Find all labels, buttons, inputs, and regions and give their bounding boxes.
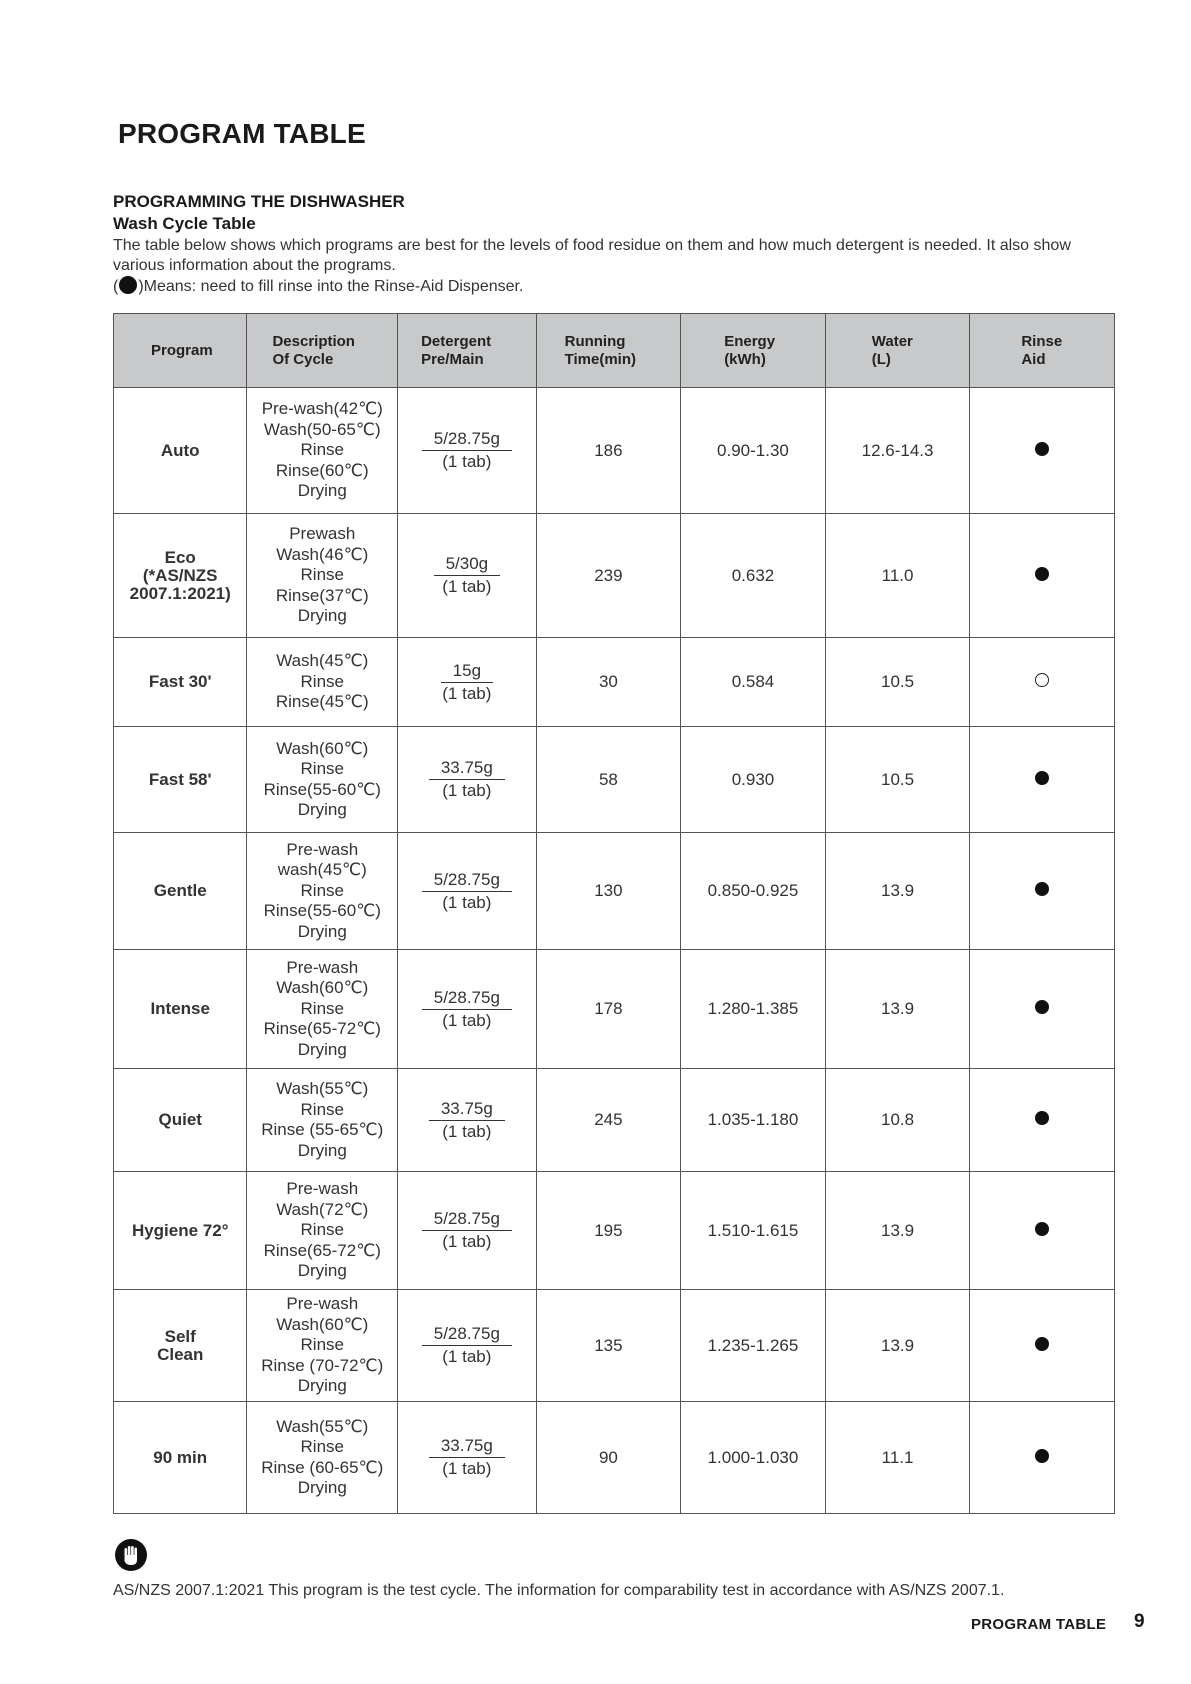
cycle-step: Rinse(60℃) <box>275 460 369 480</box>
program-name: Eco (*AS/NZS 2007.1:2021) <box>114 514 247 638</box>
water-value: 10.5 <box>825 638 970 727</box>
water-value: 13.9 <box>825 833 970 950</box>
cycle-step: Rinse(55-60℃) <box>263 779 381 799</box>
running-time: 239 <box>536 514 681 638</box>
cycle-step: Rinse (70-72℃) <box>261 1355 384 1375</box>
water-value: 10.8 <box>825 1069 970 1172</box>
energy-value: 0.632 <box>681 514 826 638</box>
filled-circle-icon <box>119 276 137 294</box>
header-program: Program <box>114 314 247 388</box>
cycle-step: Rinse(65-72℃) <box>263 1019 381 1039</box>
detergent-cell <box>398 1402 537 1514</box>
cycle-step: Wash(72℃) <box>276 1199 369 1219</box>
running-time: 130 <box>536 833 681 950</box>
cycle-description <box>247 833 398 950</box>
rinse-aid-cell <box>970 1290 1115 1402</box>
intro-paragraph: The table below shows which programs are best for the levels of food residue on them and how much detergent is needed. It also show various information about the programs. <box>113 237 1071 274</box>
cycle-step: Pre-wash <box>286 1179 359 1199</box>
detergent-cell <box>398 833 537 950</box>
filled-circle-icon <box>1035 442 1049 456</box>
detergent-cell <box>398 1172 537 1290</box>
energy-value: 0.90-1.30 <box>681 388 826 514</box>
cycle-description <box>247 514 398 638</box>
detergent-amount: 5/30g <box>434 554 501 576</box>
detergent-cell <box>398 1069 537 1172</box>
cycle-description <box>247 1172 398 1290</box>
cycle-step: Rinse <box>300 440 344 460</box>
cycle-step: Rinse <box>300 998 344 1018</box>
page-title: PROGRAM TABLE <box>118 118 366 149</box>
cycle-step: Wash(55℃) <box>276 1416 369 1436</box>
energy-value: 0.930 <box>681 727 826 833</box>
detergent-tab: (1 tab) <box>442 1347 492 1366</box>
cycle-step: Rinse <box>300 671 344 691</box>
energy-value: 1.235-1.265 <box>681 1290 826 1402</box>
cycle-step: Rinse(65-72℃) <box>263 1240 381 1260</box>
water-value: 13.9 <box>825 950 970 1069</box>
program-name: Quiet <box>114 1069 247 1172</box>
cycle-step: Wash(50-65℃) <box>263 419 381 439</box>
program-name: Intense <box>114 950 247 1069</box>
running-time: 135 <box>536 1290 681 1402</box>
table-row <box>114 950 1115 1069</box>
cycle-step: Pre-wash <box>286 1294 359 1314</box>
detergent-amount: 5/28.75g <box>422 429 512 451</box>
filled-circle-icon <box>1035 1000 1049 1014</box>
cycle-step: Pre-wash(42℃) <box>261 399 383 419</box>
cycle-step: Wash(60℃) <box>276 1314 369 1334</box>
cycle-step: Wash(60℃) <box>276 978 369 998</box>
filled-circle-icon <box>1035 1222 1049 1236</box>
filled-circle-icon <box>1035 771 1049 785</box>
footer-label: PROGRAM TABLE <box>971 1616 1107 1633</box>
water-value: 11.0 <box>825 514 970 638</box>
detergent-tab: (1 tab) <box>442 1121 492 1141</box>
detergent-cell <box>398 950 537 1069</box>
detergent-amount: 33.75g <box>429 758 505 780</box>
cycle-step: wash(45℃) <box>277 860 367 880</box>
cycle-step: Rinse(55-60℃) <box>263 901 381 921</box>
running-time: 245 <box>536 1069 681 1172</box>
sub-heading: Wash Cycle Table <box>113 214 256 233</box>
energy-value: 0.584 <box>681 638 826 727</box>
cycle-step: Rinse <box>300 759 344 778</box>
detergent-cell <box>398 388 537 514</box>
filled-circle-icon <box>1035 882 1049 896</box>
legend-text: )Means: need to fill rinse into the Rinse-Aid Dispenser. <box>138 278 524 295</box>
energy-value: 0.850-0.925 <box>681 833 826 950</box>
water-value: 10.5 <box>825 727 970 833</box>
cycle-step: Drying <box>297 1376 347 1396</box>
detergent-amount: 5/28.75g <box>422 988 512 1010</box>
rinse-aid-cell <box>970 1069 1115 1172</box>
detergent-tab: (1 tab) <box>442 1232 492 1251</box>
cycle-step: Prewash <box>289 524 356 544</box>
cycle-step: Pre-wash <box>286 839 359 859</box>
water-value: 13.9 <box>825 1172 970 1290</box>
detergent-cell <box>398 1290 537 1402</box>
cycle-step: Wash(45℃) <box>276 651 369 671</box>
energy-value: 1.000-1.030 <box>681 1402 826 1514</box>
cycle-step: Rinse <box>300 1437 344 1456</box>
cycle-description <box>247 1290 398 1402</box>
wash-cycle-table <box>113 313 1115 1514</box>
detergent-amount: 5/28.75g <box>422 870 512 892</box>
running-time: 195 <box>536 1172 681 1290</box>
empty-circle-icon <box>1035 673 1049 687</box>
rinse-aid-cell <box>970 1172 1115 1290</box>
cycle-step: Drying <box>297 1039 347 1059</box>
detergent-tab: (1 tab) <box>442 1010 492 1030</box>
detergent-tab: (1 tab) <box>442 577 492 596</box>
detergent-tab: (1 tab) <box>442 781 492 800</box>
hand-stop-icon <box>114 1538 148 1572</box>
cycle-step: Drying <box>297 1478 347 1497</box>
table-row <box>114 638 1115 727</box>
cycle-step: Wash(55℃) <box>276 1079 369 1098</box>
filled-circle-icon <box>1035 567 1049 581</box>
water-value: 13.9 <box>825 1290 970 1402</box>
cycle-step: Rinse <box>300 1220 344 1240</box>
water-value: 12.6-14.3 <box>825 388 970 514</box>
rinse-aid-cell <box>970 833 1115 950</box>
legend-open-paren: ( <box>113 278 119 295</box>
program-name: Fast 30' <box>114 638 247 727</box>
header-rinse-aid: Rinse Aid <box>970 314 1115 388</box>
cycle-step: Drying <box>297 481 347 501</box>
rinse-aid-legend <box>113 276 523 297</box>
program-name: Gentle <box>114 833 247 950</box>
program-name: Auto <box>114 388 247 514</box>
program-name: 90 min <box>114 1402 247 1514</box>
detergent-amount: 33.75g <box>429 1436 505 1458</box>
rinse-aid-cell <box>970 638 1115 727</box>
detergent-amount: 33.75g <box>429 1099 505 1121</box>
filled-circle-icon <box>1035 1449 1049 1463</box>
cycle-description <box>247 1402 398 1514</box>
table-row <box>114 833 1115 950</box>
cycle-step: Wash(60℃) <box>276 738 369 758</box>
detergent-amount: 5/28.75g <box>422 1324 512 1346</box>
table-row <box>114 727 1115 833</box>
section-heading: PROGRAMMING THE DISHWASHER <box>113 192 405 211</box>
detergent-cell <box>398 638 537 727</box>
table-row <box>114 1402 1115 1514</box>
water-value: 11.1 <box>825 1402 970 1514</box>
cycle-step: Rinse (55-65℃) <box>261 1120 384 1139</box>
cycle-step: Rinse <box>300 1099 344 1119</box>
cycle-step: Drying <box>297 606 347 626</box>
table-row <box>114 1290 1115 1402</box>
cycle-step: Rinse (60-65℃) <box>261 1457 384 1477</box>
cycle-step: Wash(46℃) <box>276 544 369 564</box>
cycle-description <box>247 388 398 514</box>
detergent-tab: (1 tab) <box>442 892 492 912</box>
detergent-tab: (1 tab) <box>442 452 492 471</box>
detergent-cell <box>398 727 537 833</box>
table-header-row <box>114 314 1115 388</box>
header-running-time: Running Time(min) <box>536 314 681 388</box>
cycle-description <box>247 727 398 833</box>
running-time: 58 <box>536 727 681 833</box>
cycle-step: Rinse(45℃) <box>275 692 369 712</box>
cycle-step: Pre-wash <box>286 957 359 977</box>
program-name: Fast 58' <box>114 727 247 833</box>
rinse-aid-cell <box>970 514 1115 638</box>
cycle-step: Rinse <box>300 880 344 900</box>
table-row <box>114 388 1115 514</box>
running-time: 186 <box>536 388 681 514</box>
running-time: 90 <box>536 1402 681 1514</box>
cycle-description <box>247 950 398 1069</box>
header-description: Description Of Cycle <box>247 314 398 388</box>
filled-circle-icon <box>1035 1337 1049 1351</box>
table-row <box>114 1069 1115 1172</box>
rinse-aid-cell <box>970 1402 1115 1514</box>
running-time: 178 <box>536 950 681 1069</box>
rinse-aid-cell <box>970 388 1115 514</box>
detergent-cell <box>398 514 537 638</box>
cycle-step: Drying <box>297 1261 347 1281</box>
table-row <box>114 1172 1115 1290</box>
energy-value: 1.280-1.385 <box>681 950 826 1069</box>
cycle-step: Drying <box>297 1140 347 1160</box>
rinse-aid-cell <box>970 727 1115 833</box>
table-row <box>114 514 1115 638</box>
energy-value: 1.510-1.615 <box>681 1172 826 1290</box>
cycle-step: Drying <box>297 800 347 819</box>
rinse-aid-cell <box>970 950 1115 1069</box>
detergent-tab: (1 tab) <box>442 1459 492 1478</box>
detergent-tab: (1 tab) <box>442 683 492 703</box>
program-name: Self Clean <box>114 1290 247 1402</box>
detergent-amount: 5/28.75g <box>422 1209 512 1231</box>
cycle-description <box>247 1069 398 1172</box>
cycle-description <box>247 638 398 727</box>
page-number: 9 <box>1134 1611 1145 1632</box>
header-detergent: Detergent Pre/Main <box>398 314 537 388</box>
cycle-step: Rinse <box>300 565 344 585</box>
header-energy: Energy (kWh) <box>681 314 826 388</box>
header-water: Water (L) <box>825 314 970 388</box>
cycle-step: Rinse <box>300 1335 344 1355</box>
footnote-text: AS/NZS 2007.1:2021 This program is the test cycle. The information for comparability test in accordance with AS/NZS 2007.1. <box>113 1582 1005 1599</box>
running-time: 30 <box>536 638 681 727</box>
detergent-amount: 15g <box>441 661 493 683</box>
energy-value: 1.035-1.180 <box>681 1069 826 1172</box>
program-name: Hygiene 72° <box>114 1172 247 1290</box>
cycle-step: Rinse(37℃) <box>275 585 369 605</box>
filled-circle-icon <box>1035 1111 1049 1125</box>
cycle-step: Drying <box>297 921 347 941</box>
